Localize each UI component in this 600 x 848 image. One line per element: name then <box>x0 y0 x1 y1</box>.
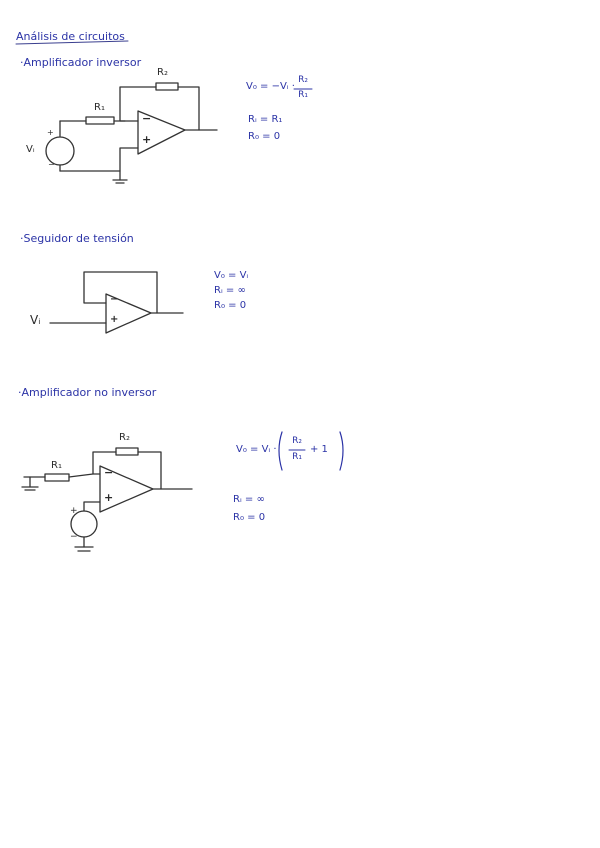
right-bracket <box>340 432 343 470</box>
equation-denominator-noninverter: R₁ <box>292 452 302 462</box>
label-r1-inverter: R₁ <box>94 102 105 113</box>
equation-vo-inverter: V₀ = −Vᵢ · <box>246 81 295 92</box>
label-r1-noninverter: R₁ <box>51 460 62 471</box>
equation-denominator-inverter: R₁ <box>298 90 308 100</box>
label-r2-noninverter: R₂ <box>119 432 130 443</box>
equation-vo-follower: V₀ = Vᵢ <box>214 270 249 281</box>
resistor-r2-inverter <box>156 83 178 90</box>
resistor-r1-inverter <box>86 117 114 124</box>
plus-sign-noninverter: + <box>104 491 114 504</box>
equation-ri-inverter: Rᵢ = R₁ <box>248 114 283 125</box>
section-heading-inverter: ·Amplificador inversor <box>20 56 142 69</box>
label-vi-inverter: Vᵢ <box>26 144 35 155</box>
source-minus-inverter: − <box>48 160 55 169</box>
section-heading-follower: ·Seguidor de tensión <box>20 232 134 245</box>
equation-ro-follower: R₀ = 0 <box>214 300 247 311</box>
minus-sign-inverter: − <box>142 112 152 125</box>
equation-numerator-noninverter: R₂ <box>292 436 302 446</box>
resistor-r1-noninverter <box>45 474 69 481</box>
source-plus-inverter: + <box>47 128 54 137</box>
source-plus-noninverter: + <box>70 506 78 516</box>
plus-sign-follower: + <box>110 314 119 325</box>
minus-sign-noninverter: − <box>104 466 114 479</box>
equation-numerator-inverter: R₂ <box>298 75 308 85</box>
section-heading-noninverter: ·Amplificador no inversor <box>18 386 157 399</box>
minus-sign-follower: − <box>110 294 119 305</box>
label-r2-inverter: R₂ <box>157 67 168 78</box>
equation-ro-noninverter: R₀ = 0 <box>233 512 266 523</box>
equation-vo-noninverter: V₀ = Vᵢ · <box>236 444 277 455</box>
plus-sign-inverter: + <box>142 133 152 146</box>
source-minus-noninverter: − <box>70 532 78 542</box>
equation-ri-noninverter: Rᵢ = ∞ <box>233 494 265 505</box>
label-vi-follower: Vᵢ <box>30 313 41 327</box>
resistor-r2-noninverter <box>116 448 138 455</box>
equation-tail-noninverter: + 1 <box>310 444 328 455</box>
inverting-amplifier-circuit <box>46 83 217 183</box>
equation-ro-inverter: R₀ = 0 <box>248 131 281 142</box>
left-bracket <box>279 432 282 470</box>
equation-ri-follower: Rᵢ = ∞ <box>214 285 246 296</box>
page-title: Análisis de circuitos <box>16 30 125 43</box>
